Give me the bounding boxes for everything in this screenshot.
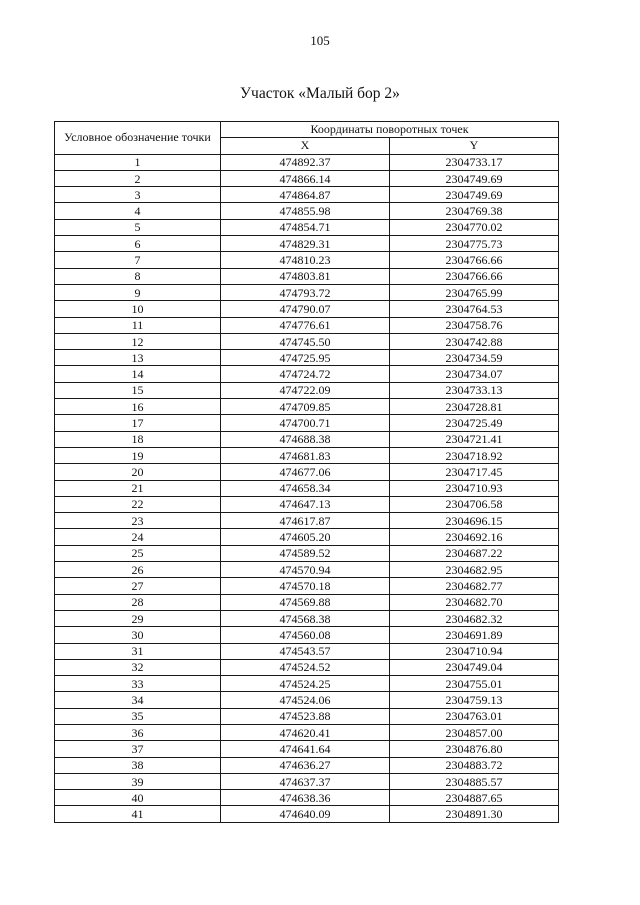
y-coordinate-cell: 2304749.04 xyxy=(390,659,559,675)
point-number-cell: 13 xyxy=(55,350,221,366)
table-row xyxy=(55,219,559,235)
point-number-cell: 2 xyxy=(55,170,221,186)
point-number-cell: 5 xyxy=(55,219,221,235)
y-coordinate-cell: 2304725.49 xyxy=(390,415,559,431)
table-row xyxy=(55,757,559,773)
y-coordinate-cell: 2304749.69 xyxy=(390,170,559,186)
point-number-cell: 35 xyxy=(55,708,221,724)
table-row xyxy=(55,724,559,740)
table-row xyxy=(55,513,559,529)
point-number-cell: 20 xyxy=(55,464,221,480)
point-number-cell: 3 xyxy=(55,187,221,203)
x-coordinate-cell: 474589.52 xyxy=(221,545,390,561)
point-number-cell: 11 xyxy=(55,317,221,333)
point-number-cell: 14 xyxy=(55,366,221,382)
y-coordinate-cell: 2304883.72 xyxy=(390,757,559,773)
y-coordinate-cell: 2304876.80 xyxy=(390,741,559,757)
x-coordinate-cell: 474829.31 xyxy=(221,236,390,252)
table-row xyxy=(55,236,559,252)
y-coordinate-cell: 2304857.00 xyxy=(390,724,559,740)
y-coordinate-cell: 2304755.01 xyxy=(390,676,559,692)
point-number-cell: 21 xyxy=(55,480,221,496)
table-row xyxy=(55,187,559,203)
header-point: Условное обозначение точки xyxy=(55,122,221,155)
table-row xyxy=(55,643,559,659)
point-number-cell: 12 xyxy=(55,333,221,349)
x-coordinate-cell: 474524.25 xyxy=(221,676,390,692)
y-coordinate-cell: 2304765.99 xyxy=(390,284,559,300)
x-coordinate-cell: 474725.95 xyxy=(221,350,390,366)
y-coordinate-cell: 2304710.94 xyxy=(390,643,559,659)
point-number-cell: 37 xyxy=(55,741,221,757)
page-number: 105 xyxy=(310,33,330,48)
table-row xyxy=(55,447,559,463)
table-row xyxy=(55,529,559,545)
table-row xyxy=(55,692,559,708)
point-number-cell: 28 xyxy=(55,594,221,610)
point-number-cell: 4 xyxy=(55,203,221,219)
x-coordinate-cell: 474569.88 xyxy=(221,594,390,610)
x-coordinate-cell: 474855.98 xyxy=(221,203,390,219)
x-coordinate-cell: 474688.38 xyxy=(221,431,390,447)
x-coordinate-cell: 474776.61 xyxy=(221,317,390,333)
y-coordinate-cell: 2304696.15 xyxy=(390,513,559,529)
y-coordinate-cell: 2304682.70 xyxy=(390,594,559,610)
x-coordinate-cell: 474524.52 xyxy=(221,659,390,675)
y-coordinate-cell: 2304734.07 xyxy=(390,366,559,382)
table-row xyxy=(55,562,559,578)
y-coordinate-cell: 2304687.22 xyxy=(390,545,559,561)
y-coordinate-cell: 2304718.92 xyxy=(390,447,559,463)
point-number-cell: 31 xyxy=(55,643,221,659)
table-row xyxy=(55,708,559,724)
x-coordinate-cell: 474617.87 xyxy=(221,513,390,529)
point-number-cell: 18 xyxy=(55,431,221,447)
x-coordinate-cell: 474647.13 xyxy=(221,496,390,512)
table-row xyxy=(55,480,559,496)
x-coordinate-cell: 474636.27 xyxy=(221,757,390,773)
y-coordinate-cell: 2304766.66 xyxy=(390,268,559,284)
y-coordinate-cell: 2304891.30 xyxy=(390,806,559,822)
point-number-cell: 22 xyxy=(55,496,221,512)
y-coordinate-cell: 2304733.17 xyxy=(390,154,559,170)
page-title: Участок «Малый бор 2» xyxy=(240,85,400,102)
x-coordinate-cell: 474524.06 xyxy=(221,692,390,708)
table-row xyxy=(55,252,559,268)
point-number-cell: 10 xyxy=(55,301,221,317)
y-coordinate-cell: 2304706.58 xyxy=(390,496,559,512)
x-coordinate-cell: 474605.20 xyxy=(221,529,390,545)
y-coordinate-cell: 2304742.88 xyxy=(390,333,559,349)
y-coordinate-cell: 2304769.38 xyxy=(390,203,559,219)
x-coordinate-cell: 474638.36 xyxy=(221,790,390,806)
x-coordinate-cell: 474681.83 xyxy=(221,447,390,463)
table-row xyxy=(55,170,559,186)
y-coordinate-cell: 2304692.16 xyxy=(390,529,559,545)
x-coordinate-cell: 474523.88 xyxy=(221,708,390,724)
x-coordinate-cell: 474570.94 xyxy=(221,562,390,578)
table-row xyxy=(55,350,559,366)
table-row xyxy=(55,399,559,415)
point-number-cell: 41 xyxy=(55,806,221,822)
table-row xyxy=(55,773,559,789)
point-number-cell: 40 xyxy=(55,790,221,806)
x-coordinate-cell: 474793.72 xyxy=(221,284,390,300)
point-number-cell: 6 xyxy=(55,236,221,252)
y-coordinate-cell: 2304691.89 xyxy=(390,627,559,643)
header-coordinates: Координаты поворотных точек xyxy=(221,122,559,138)
point-number-cell: 29 xyxy=(55,610,221,626)
x-coordinate-cell: 474568.38 xyxy=(221,610,390,626)
x-coordinate-cell: 474640.09 xyxy=(221,806,390,822)
x-coordinate-cell: 474854.71 xyxy=(221,219,390,235)
table-row xyxy=(55,806,559,822)
point-number-cell: 26 xyxy=(55,562,221,578)
y-coordinate-cell: 2304682.77 xyxy=(390,578,559,594)
y-coordinate-cell: 2304770.02 xyxy=(390,219,559,235)
table-row xyxy=(55,610,559,626)
table-row xyxy=(55,154,559,170)
table-row xyxy=(55,545,559,561)
point-number-cell: 32 xyxy=(55,659,221,675)
header-y: Y xyxy=(390,138,559,154)
table-row xyxy=(55,284,559,300)
table-row xyxy=(55,317,559,333)
y-coordinate-cell: 2304885.57 xyxy=(390,773,559,789)
x-coordinate-cell: 474724.72 xyxy=(221,366,390,382)
y-coordinate-cell: 2304763.01 xyxy=(390,708,559,724)
y-coordinate-cell: 2304766.66 xyxy=(390,252,559,268)
point-number-cell: 1 xyxy=(55,154,221,170)
x-coordinate-cell: 474709.85 xyxy=(221,399,390,415)
y-coordinate-cell: 2304764.53 xyxy=(390,301,559,317)
point-number-cell: 15 xyxy=(55,382,221,398)
table-row xyxy=(55,203,559,219)
y-coordinate-cell: 2304775.73 xyxy=(390,236,559,252)
x-coordinate-cell: 474700.71 xyxy=(221,415,390,431)
y-coordinate-cell: 2304759.13 xyxy=(390,692,559,708)
table-row xyxy=(55,741,559,757)
x-coordinate-cell: 474745.50 xyxy=(221,333,390,349)
table-header xyxy=(55,122,559,155)
point-number-cell: 24 xyxy=(55,529,221,545)
table-row xyxy=(55,790,559,806)
y-coordinate-cell: 2304728.81 xyxy=(390,399,559,415)
y-coordinate-cell: 2304749.69 xyxy=(390,187,559,203)
point-number-cell: 9 xyxy=(55,284,221,300)
x-coordinate-cell: 474722.09 xyxy=(221,382,390,398)
x-coordinate-cell: 474892.37 xyxy=(221,154,390,170)
point-number-cell: 34 xyxy=(55,692,221,708)
header-x: X xyxy=(221,138,390,154)
table-row xyxy=(55,464,559,480)
point-number-cell: 27 xyxy=(55,578,221,594)
x-coordinate-cell: 474620.41 xyxy=(221,724,390,740)
y-coordinate-cell: 2304733.13 xyxy=(390,382,559,398)
table-row xyxy=(55,382,559,398)
table-row xyxy=(55,578,559,594)
table-row xyxy=(55,627,559,643)
point-number-cell: 25 xyxy=(55,545,221,561)
table-row xyxy=(55,431,559,447)
point-number-cell: 33 xyxy=(55,676,221,692)
y-coordinate-cell: 2304682.95 xyxy=(390,562,559,578)
point-number-cell: 38 xyxy=(55,757,221,773)
point-number-cell: 30 xyxy=(55,627,221,643)
table-body xyxy=(55,154,559,822)
x-coordinate-cell: 474810.23 xyxy=(221,252,390,268)
table-row xyxy=(55,594,559,610)
table-row xyxy=(55,415,559,431)
table-row xyxy=(55,659,559,675)
x-coordinate-cell: 474790.07 xyxy=(221,301,390,317)
x-coordinate-cell: 474677.06 xyxy=(221,464,390,480)
coordinates-table xyxy=(54,121,559,823)
x-coordinate-cell: 474803.81 xyxy=(221,268,390,284)
x-coordinate-cell: 474641.64 xyxy=(221,741,390,757)
x-coordinate-cell: 474560.08 xyxy=(221,627,390,643)
x-coordinate-cell: 474570.18 xyxy=(221,578,390,594)
y-coordinate-cell: 2304710.93 xyxy=(390,480,559,496)
point-number-cell: 17 xyxy=(55,415,221,431)
x-coordinate-cell: 474543.57 xyxy=(221,643,390,659)
x-coordinate-cell: 474864.87 xyxy=(221,187,390,203)
point-number-cell: 36 xyxy=(55,724,221,740)
y-coordinate-cell: 2304887.65 xyxy=(390,790,559,806)
table-row xyxy=(55,268,559,284)
y-coordinate-cell: 2304717.45 xyxy=(390,464,559,480)
table-row xyxy=(55,496,559,512)
table-row xyxy=(55,676,559,692)
x-coordinate-cell: 474866.14 xyxy=(221,170,390,186)
point-number-cell: 39 xyxy=(55,773,221,789)
y-coordinate-cell: 2304682.32 xyxy=(390,610,559,626)
x-coordinate-cell: 474658.34 xyxy=(221,480,390,496)
point-number-cell: 7 xyxy=(55,252,221,268)
table-row xyxy=(55,301,559,317)
point-number-cell: 16 xyxy=(55,399,221,415)
y-coordinate-cell: 2304758.76 xyxy=(390,317,559,333)
point-number-cell: 8 xyxy=(55,268,221,284)
table-row xyxy=(55,333,559,349)
point-number-cell: 23 xyxy=(55,513,221,529)
point-number-cell: 19 xyxy=(55,447,221,463)
x-coordinate-cell: 474637.37 xyxy=(221,773,390,789)
y-coordinate-cell: 2304721.41 xyxy=(390,431,559,447)
y-coordinate-cell: 2304734.59 xyxy=(390,350,559,366)
table-row xyxy=(55,366,559,382)
